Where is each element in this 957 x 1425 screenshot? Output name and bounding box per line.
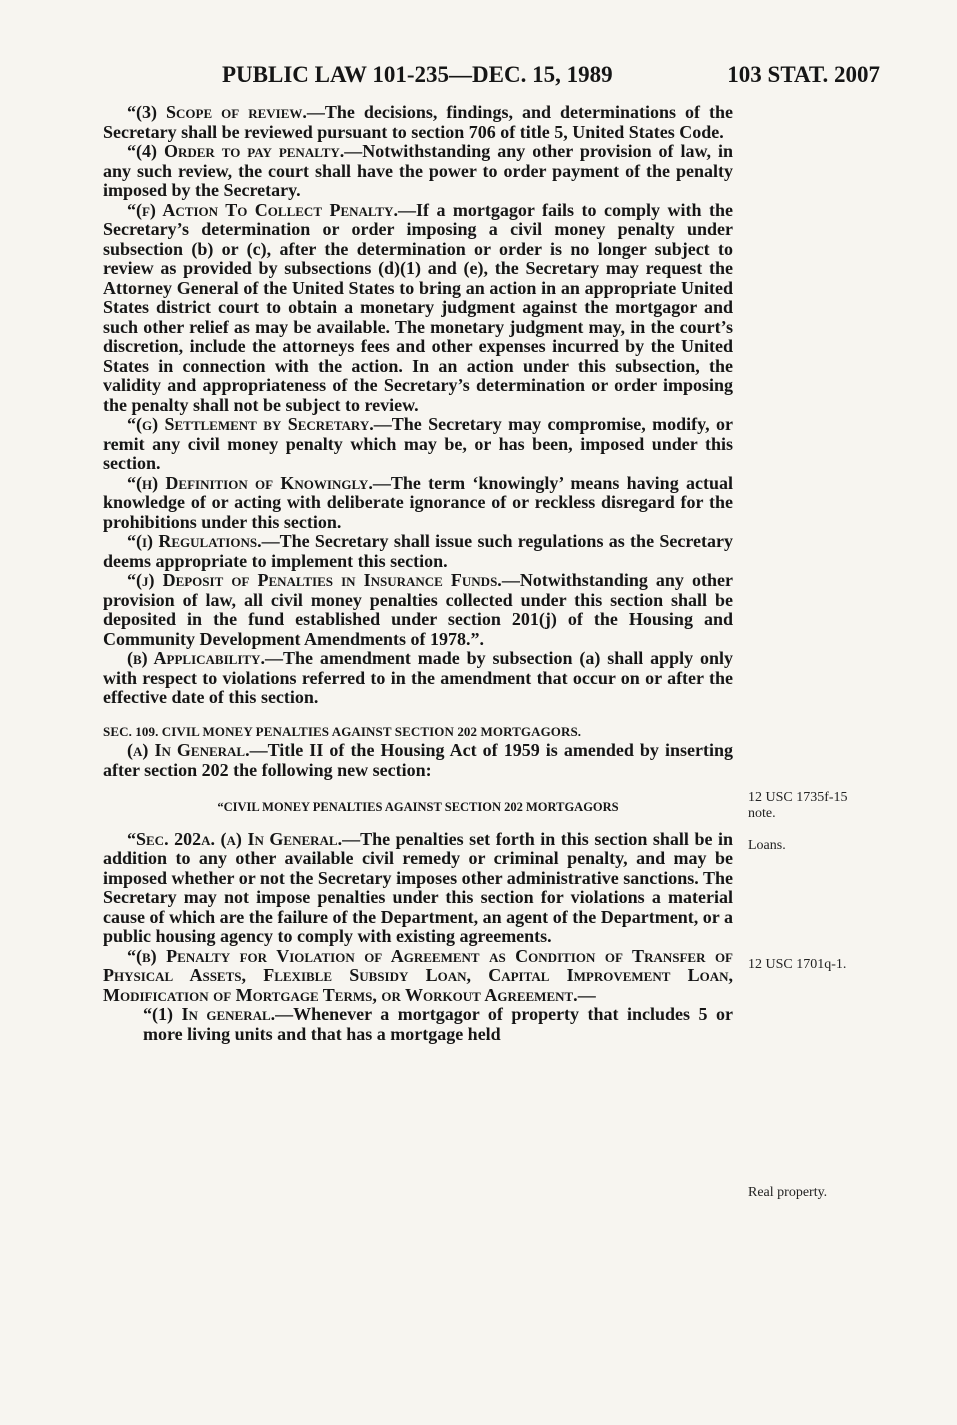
paragraph-text: —The decisions, findings, and determinations of the Secretary shall be reviewed pursuant to section 706 of title 5, United States Code. xyxy=(103,102,733,142)
paragraph-order-to-pay xyxy=(103,142,733,201)
header-public-law: PUBLIC LAW 101-235—DEC. 15, 1989 xyxy=(222,62,613,87)
margin-note-loans: Loans. xyxy=(748,838,786,853)
paragraph-text: —Whenever a mortgagor of property that includes 5 or more living units and that has a mortgage held xyxy=(143,1004,734,1044)
paragraph-definition xyxy=(103,474,733,533)
paragraph-text: — xyxy=(577,984,596,1005)
paragraph-lead: “Sec. 202a. (a) In General. xyxy=(127,828,343,849)
paragraph-action-to-collect xyxy=(103,201,733,416)
paragraph-lead: “(g) Settlement by Secretary. xyxy=(127,414,374,434)
paragraph-deposit xyxy=(103,571,733,649)
paragraph-lead: “(j) Deposit of Penalties in Insurance Funds. xyxy=(127,570,502,590)
paragraph-sec-202a xyxy=(103,830,733,947)
paragraph-text: —The Secretary shall issue such regulations as the Secretary deems appropriate to implement this section. xyxy=(103,531,733,571)
paragraph-lead: “(b) Penalty for Violation of Agreement as Condition of Transfer of Physical Assets, Flexible Subsidy Loan, Capital Improvement Loan, Modification of Mortgage Terms, or Workout Agreement. xyxy=(103,945,733,1005)
paragraph-text: —If a mortgagor fails to comply with the Secretary’s determination or order imposing a civil money penalty under subsection (b) or (c), after the determination or order is no longer subject to review as provided by subsections (d)(1) and (e), the Secretary may request the Attorney General of the United States to bring an action in an appropriate United States district court to obtain a monetary judgment against the mortgagor and such other relief as may be available. The monetary judgment may, in the court’s discretion, include the attorneys fees and other expenses incurred by the United States in connection with the action. In an action under this subsection, the validity and appropriateness of the Secretary’s determination or order imposing the penalty shall not be subject to review. xyxy=(103,199,733,415)
paragraph-lead: “(h) Definition of Knowingly. xyxy=(127,472,373,493)
margin-note-real-property: Real property. xyxy=(748,1185,828,1200)
paragraph-regulations xyxy=(103,532,733,571)
paragraph-sub-b xyxy=(103,947,733,1006)
paragraph-settlement xyxy=(103,415,733,474)
section-heading: SEC. 109. CIVIL MONEY PENALTIES AGAINST SECTION 202 MORTGAGORS. xyxy=(103,723,582,739)
paragraph-text: —Notwithstanding any other provision of law, all civil money penalties collected under this section shall be deposited in the fund established under section 201(j) of the Housing and Community Development Amendments of 1978.”. xyxy=(103,570,733,649)
header-stat-page: 103 STAT. 2007 xyxy=(727,62,880,87)
paragraph-text: —The amendment made by subsection (a) shall apply only with respect to violations referred to in the amendment that occur on or after the effective date of this section. xyxy=(103,648,733,707)
paragraph-lead: “(1) In general. xyxy=(143,1004,276,1024)
margin-note-usc-1701q: 12 USC 1701q-1. xyxy=(748,957,847,972)
page-header xyxy=(110,62,880,94)
paragraph-text: —Notwithstanding any other provision of law, in any such review, the court shall have the power to order payment of the penalty imposed by the Secretary. xyxy=(103,141,734,200)
paragraph-text: —The term ‘knowingly’ means having actual knowledge of or acting with deliberate ignorance of or reckless disregard for the prohibitions under this section. xyxy=(103,472,733,532)
paragraph-lead: (a) In General. xyxy=(127,740,250,760)
paragraph-scope-of-review xyxy=(103,103,733,142)
paragraph-lead: (b) Applicability. xyxy=(127,648,265,668)
document-body xyxy=(103,103,733,1044)
center-heading: “CIVIL MONEY PENALTIES AGAINST SECTION 202 MORTGAGORS xyxy=(217,800,619,814)
paragraph-section-a xyxy=(103,741,733,780)
margin-note-line: 12 USC 1735f-15 xyxy=(748,790,848,805)
paragraph-text: —The Secretary may compromise, modify, or remit any civil money penalty which may be, or has been, imposed under this section. xyxy=(103,414,733,473)
paragraph-applicability xyxy=(103,649,733,708)
paragraph-sub-b1 xyxy=(103,1005,733,1044)
paragraph-lead: “(f) Action To Collect Penalty. xyxy=(127,199,398,220)
paragraph-lead: “(3) Scope of review. xyxy=(127,102,307,122)
paragraph-lead: “(i) Regulations. xyxy=(127,531,262,551)
paragraph-lead: “(4) Order to pay penalty. xyxy=(127,141,345,161)
paragraph-text: —Title II of the Housing Act of 1959 is amended by inserting after section 202 the following new section: xyxy=(103,740,733,780)
paragraph-text: —The penalties set forth in this section shall be in addition to any other available civil remedy or criminal penalty, and may be imposed whether or not the Secretary imposes other administrative sanctions. The Secretary may not impose penalties under this section for violations a material cause of which are the failure of the Department, an agent of the Department, or a public housing agency to comply with existing agreements. xyxy=(103,828,734,946)
margin-note-usc-1735f xyxy=(748,790,888,822)
margin-note-line: note. xyxy=(748,806,776,821)
